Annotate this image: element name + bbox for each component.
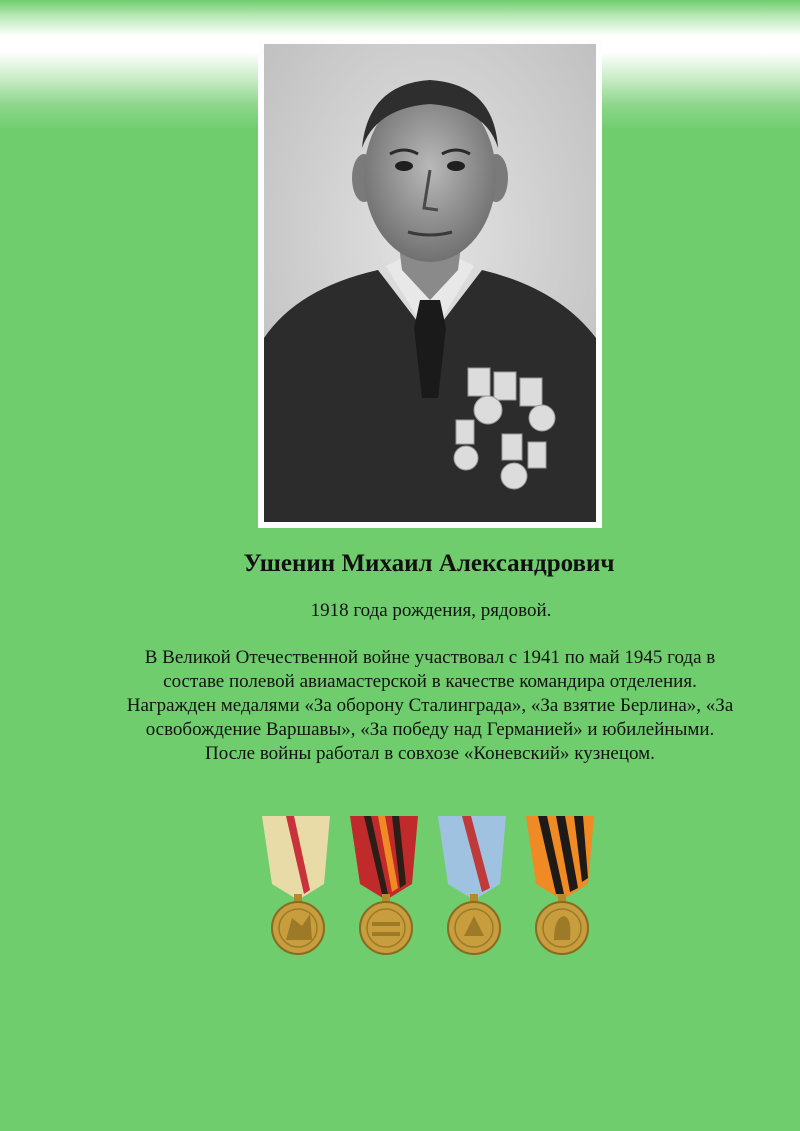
medal-berlin-icon	[350, 816, 418, 954]
birth-info: 1918 года рождения, рядовой.	[310, 600, 552, 621]
medal-warsaw-icon	[438, 816, 506, 954]
medal-stalingrad-icon	[262, 816, 330, 954]
portrait-photo	[258, 38, 602, 528]
biography-text: В Великой Отечественной войне участвовал с 1941 по май 1945 года в составе полевой авиамастерской в качестве командира отделения. Награжден медалями «За оборону Сталинграда», «За взятие Берлина», «За освобождение Варшавы», «За победу над Германией» и юбилейными. После войны работал в совхозе «Коневский» кузнецом.	[126, 647, 734, 764]
person-name: Ушенин Михаил Александрович	[243, 550, 615, 577]
medals-row	[258, 808, 608, 964]
medal-victory-icon	[526, 816, 594, 954]
